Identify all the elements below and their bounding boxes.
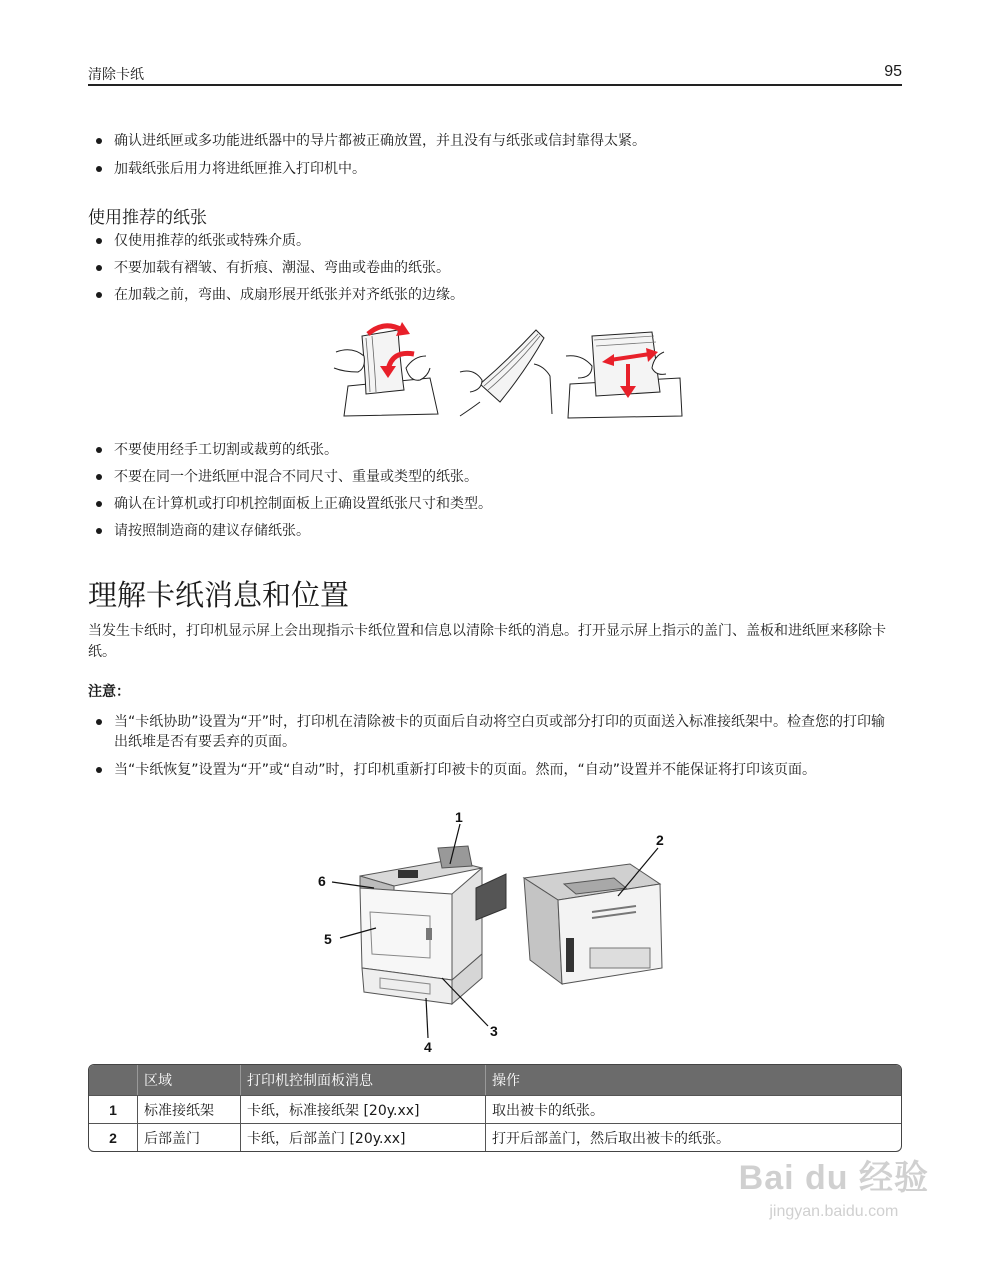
list-item: 确认进纸匣或多功能进纸器中的导片都被正确放置，并且没有与纸张或信封靠得太紧。 xyxy=(88,131,888,151)
cell-message: 卡纸，后部盖门 [20y.xx] xyxy=(241,1123,486,1151)
col-header-area: 区域 xyxy=(138,1065,241,1095)
list-item: 在加载之前，弯曲、成扇形展开纸张并对齐纸张的边缘。 xyxy=(88,285,888,305)
col-header-message: 打印机控制面板消息 xyxy=(241,1065,486,1095)
fan-paper-panel xyxy=(460,330,552,416)
tray-tips-list xyxy=(88,131,888,187)
list-item: 确认在计算机或打印机控制面板上正确设置纸张尺寸和类型。 xyxy=(88,494,888,514)
list-item: 加载纸张后用力将进纸匣推入打印机中。 xyxy=(88,159,888,179)
cell-action: 打开后部盖门，然后取出被卡的纸张。 xyxy=(486,1123,901,1151)
paper-flex-fan-illustration xyxy=(330,316,685,420)
table-row xyxy=(89,1123,901,1151)
list-item: 不要在同一个进纸匣中混合不同尺寸、重量或类型的纸张。 xyxy=(88,467,888,487)
watermark-logo: Bai du 经验 xyxy=(738,1159,929,1197)
align-edges-panel xyxy=(566,332,682,418)
section-heading: 理解卡纸消息和位置 xyxy=(88,578,350,612)
cell-action: 取出被卡的纸张。 xyxy=(486,1095,901,1123)
callout-3: 3 xyxy=(490,1023,498,1039)
printer-rear xyxy=(524,864,662,984)
callout-4: 4 xyxy=(424,1039,432,1053)
watermark-url: jingyan.baidu.com xyxy=(769,1203,899,1220)
note-label: 注意： xyxy=(88,684,130,700)
paper-tips-list-b xyxy=(88,440,888,548)
list-item: 不要使用经手工切割或裁剪的纸张。 xyxy=(88,440,888,460)
cell-message: 卡纸，标准接纸架 [20y.xx] xyxy=(241,1095,486,1123)
cell-area: 后部盖门 xyxy=(138,1123,241,1151)
jam-locations-table xyxy=(88,1064,902,1152)
list-item: 仅使用推荐的纸张或特殊介质。 xyxy=(88,231,888,251)
cell-number: 2 xyxy=(89,1123,138,1151)
cell-area: 标准接纸架 xyxy=(138,1095,241,1123)
callout-5: 5 xyxy=(324,931,332,947)
page-number: 95 xyxy=(884,63,902,80)
paper-tips-list-a xyxy=(88,231,888,312)
cell-number: 1 xyxy=(89,1095,138,1123)
running-header-title: 清除卡纸 xyxy=(88,67,144,83)
callout-2: 2 xyxy=(656,832,664,848)
table-header-row xyxy=(89,1065,901,1095)
callout-1: 1 xyxy=(455,809,463,825)
list-item: 请按照制造商的建议存储纸张。 xyxy=(88,521,888,541)
table-row xyxy=(89,1095,901,1123)
section-paragraph: 当发生卡纸时，打印机显示屏上会出现指示卡纸位置和信息以清除卡纸的消息。打开显示屏上指示的盖门、盖板和进纸匣来移除卡纸。 xyxy=(88,623,886,660)
col-header-number xyxy=(89,1065,138,1095)
printer-front xyxy=(360,846,506,1004)
subsection-heading: 使用推荐的纸张 xyxy=(88,208,207,228)
notes-list xyxy=(88,712,888,788)
list-item: 当“卡纸恢复”设置为“开”或“自动”时，打印机重新打印被卡的页面。然而，“自动”设置并不能保证将打印该页面。 xyxy=(88,760,888,780)
list-item: 当“卡纸协助”设置为“开”时，打印机在清除被卡的页面后自动将空白页或部分打印的页面送入标准接纸架中。检查您的打印输出纸堆是否有要丢弃的页面。 xyxy=(88,712,888,752)
flex-paper-panel xyxy=(334,322,438,416)
header-rule xyxy=(88,84,902,86)
baidu-jingyan-watermark xyxy=(739,1150,929,1221)
callout-6: 6 xyxy=(318,873,326,889)
list-item: 不要加载有褶皱、有折痕、潮湿、弯曲或卷曲的纸张。 xyxy=(88,258,888,278)
col-header-action: 操作 xyxy=(486,1065,901,1095)
printer-jam-locations-illustration xyxy=(300,808,700,1053)
